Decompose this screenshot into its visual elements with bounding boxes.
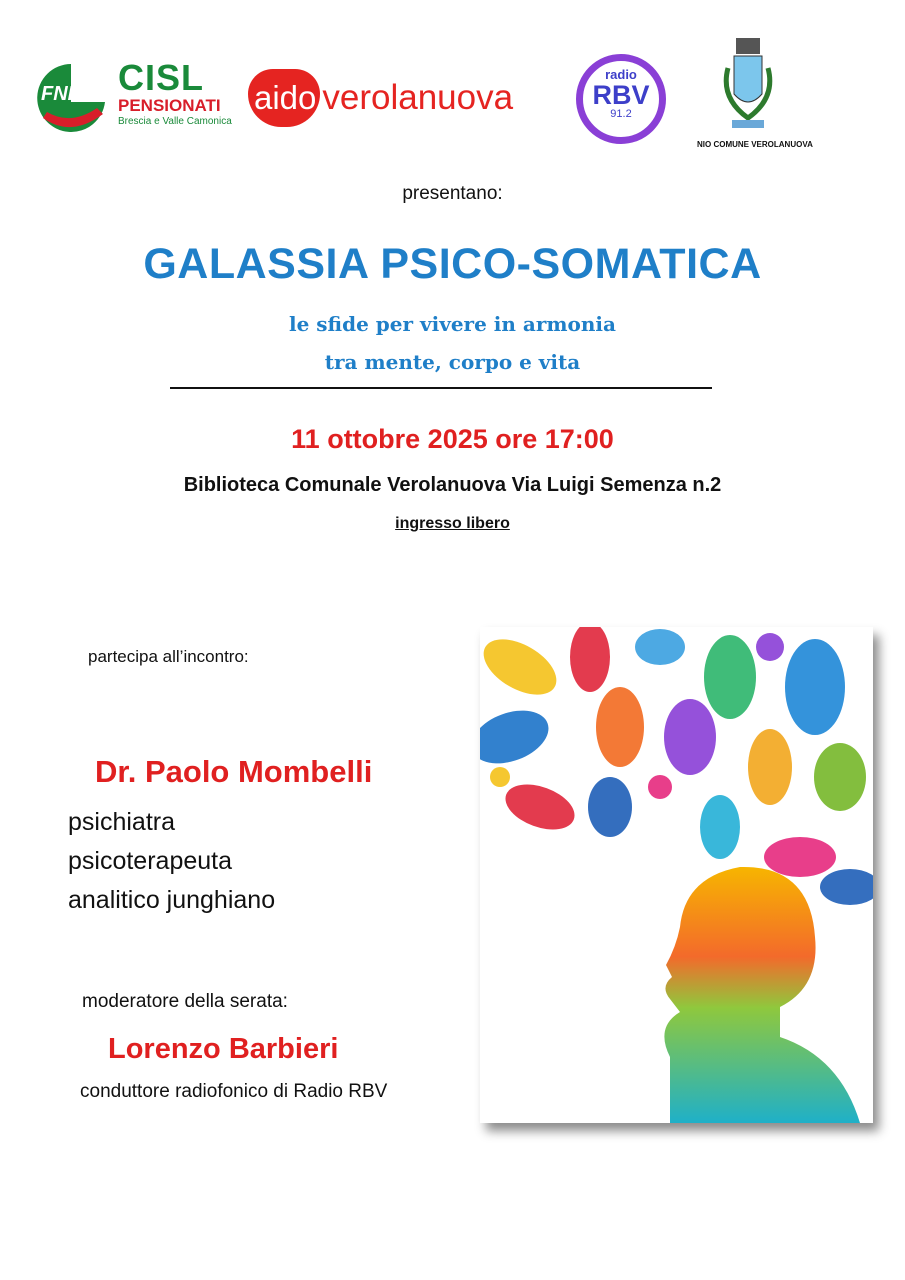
fnp-text: FNP <box>41 83 81 105</box>
comune-text: NIO COMUNE VEROLANUOVA <box>697 140 813 149</box>
cisl-region: Brescia e Valle Camonica <box>118 116 232 127</box>
speaker-role: analitico junghiano <box>68 886 276 914</box>
logo-fnp <box>35 62 107 134</box>
illustration-head-colorful-drops <box>480 627 873 1123</box>
logo-aido <box>248 64 513 132</box>
logo-cisl <box>118 57 232 127</box>
moderator-role: conduttore radiofonico di Radio RBV <box>80 1081 388 1102</box>
event-venue: Biblioteca Comunale Verolanuova Via Luigi Semenza n.2 <box>183 474 722 496</box>
event-date: 11 ottobre 2025 ore 17:00 <box>291 424 614 454</box>
moderator-name: Lorenzo Barbieri <box>108 1033 339 1065</box>
rbv-text: RBV <box>592 80 650 110</box>
speaker-name: Dr. Paolo Mombelli <box>95 754 373 789</box>
subtitle-line-2: tra mente, corpo e vita <box>324 350 581 374</box>
freq-text: 91.2 <box>610 108 632 120</box>
speaker-role: psichiatra <box>68 808 175 836</box>
aido-town: verolanuova <box>322 78 514 117</box>
divider <box>170 387 712 389</box>
entry-info: ingresso libero <box>395 515 510 532</box>
pensionati-text: PENSIONATI <box>118 96 221 115</box>
speaker-roles <box>68 803 275 920</box>
intro-text: presentano: <box>402 183 503 204</box>
aido-text: aido <box>248 69 320 127</box>
event-title: GALASSIA PSICO-SOMATICA <box>143 240 762 288</box>
logo-comune-crest <box>718 38 778 134</box>
subtitle-line-1: le sfide per vivere in armonia <box>289 312 616 336</box>
radio-text: radio <box>605 67 637 82</box>
logo-radio-rbv <box>576 54 666 144</box>
speaker-intro: partecipa all’incontro: <box>88 647 249 666</box>
moderator-intro: moderatore della serata: <box>82 991 288 1012</box>
cisl-text: CISL <box>118 57 205 98</box>
speaker-role: psicoterapeuta <box>68 847 233 875</box>
